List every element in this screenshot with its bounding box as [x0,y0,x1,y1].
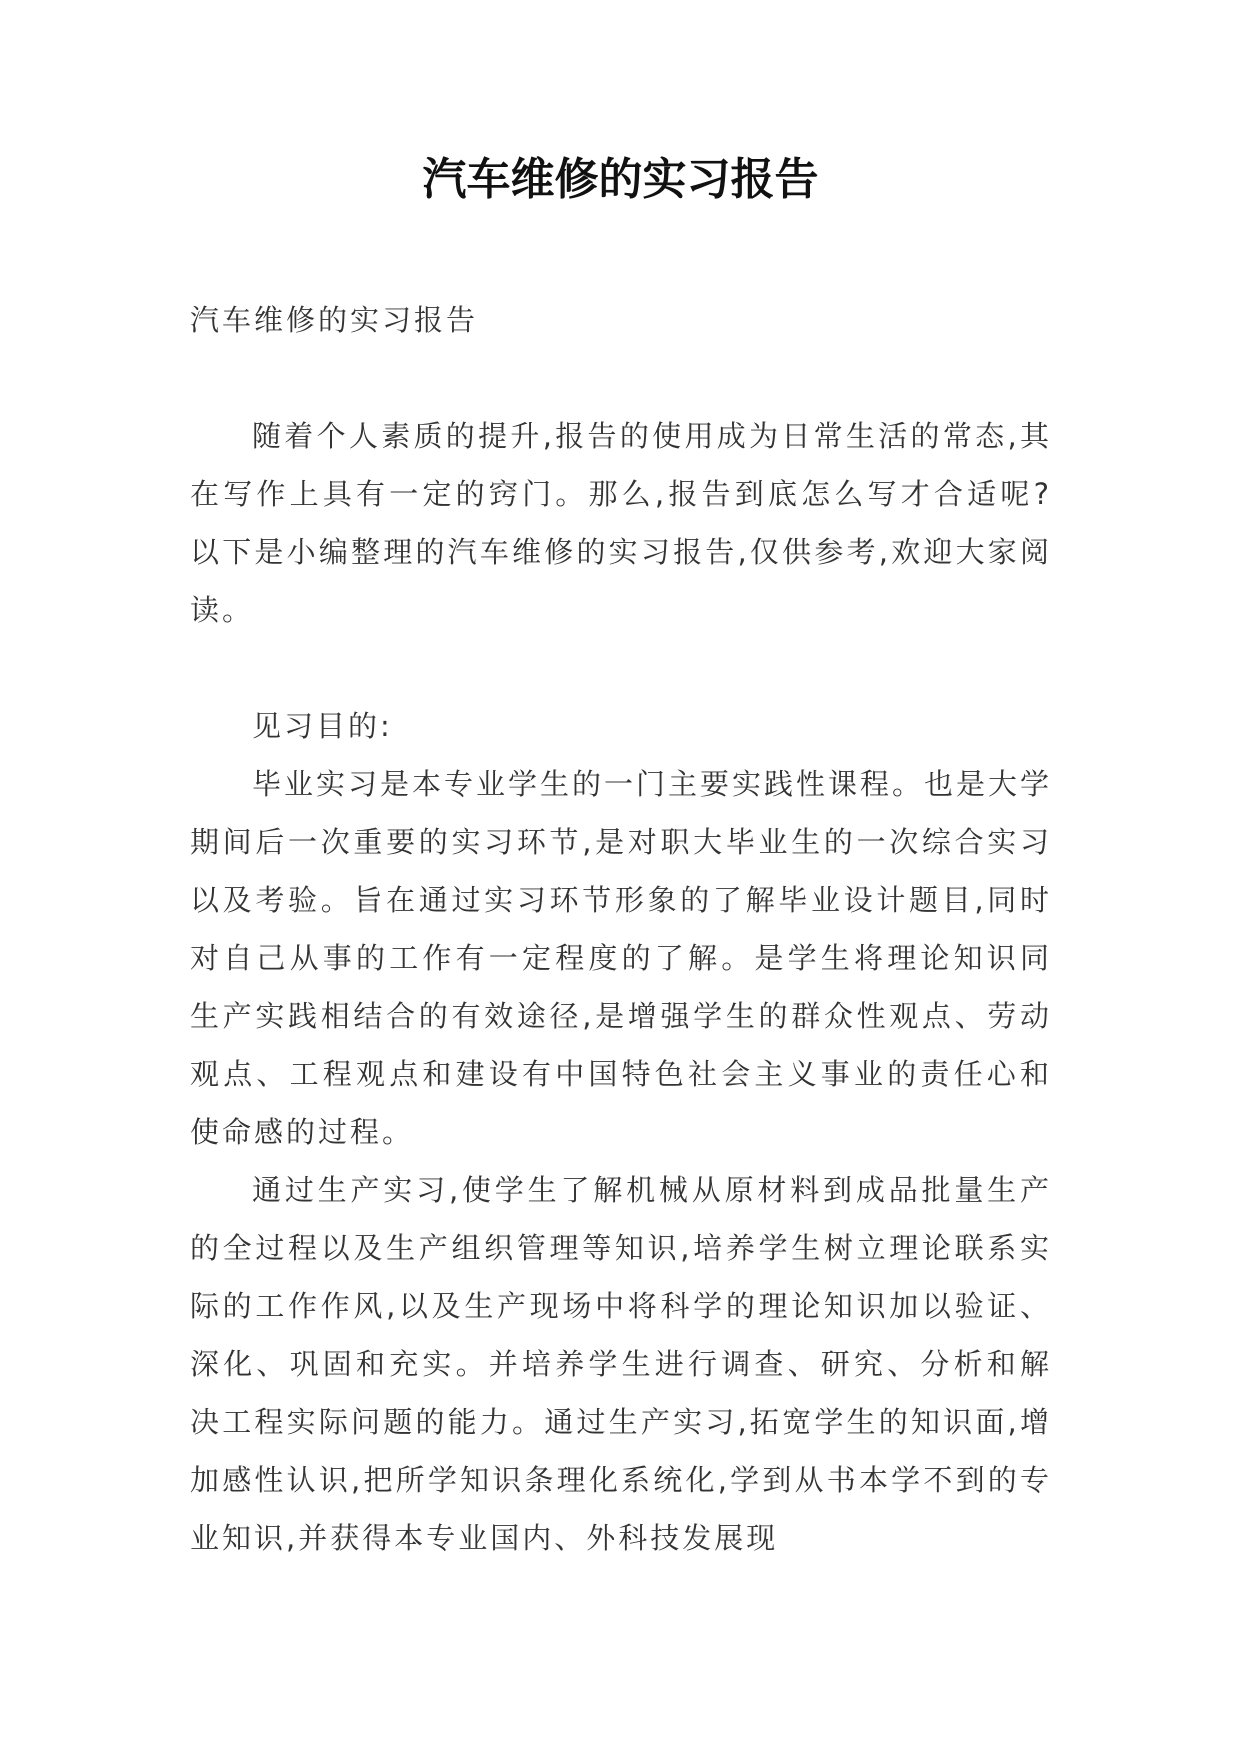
production-paragraph: 通过生产实习,使学生了解机械从原材料到成品批量生产的全过程以及生产组织管理等知识,培养学生树立理论联系实际的工作作风,以及生产现场中将科学的理论知识加以验证、深化、巩固和充实。并培养学生进行调查、研究、分析和解决工程实际问题的能力。通过生产实习,拓宽学生的知识面,增加感性认识,把所学知识条理化系统化,学到从书本学不到的专业知识,并获得本专业国内、外科技发展现 [190,1173,1052,1555]
purpose-heading: 见习目的: [252,709,393,743]
document-subtitle: 汽车维修的实习报告 [190,303,479,337]
document-body [190,291,1052,1567]
intro-paragraph: 随着个人素质的提升,报告的使用成为日常生活的常态,其在写作上具有一定的窍门。那么,报告到底怎么写才合适呢?以下是小编整理的汽车维修的实习报告,仅供参考,欢迎大家阅读。 [190,419,1052,627]
purpose-paragraph: 毕业实习是本专业学生的一门主要实践性课程。也是大学期间后一次重要的实习环节,是对职大毕业生的一次综合实习以及考验。旨在通过实习环节形象的了解毕业设计题目,同时对自己从事的工作有一定程度的了解。是学生将理论知识同生产实践相结合的有效途径,是增强学生的群众性观点、劳动观点、工程观点和建设有中国特色社会主义事业的责任心和使命感的过程。 [190,767,1053,1149]
document-title: 汽车维修的实习报告 [422,154,819,205]
